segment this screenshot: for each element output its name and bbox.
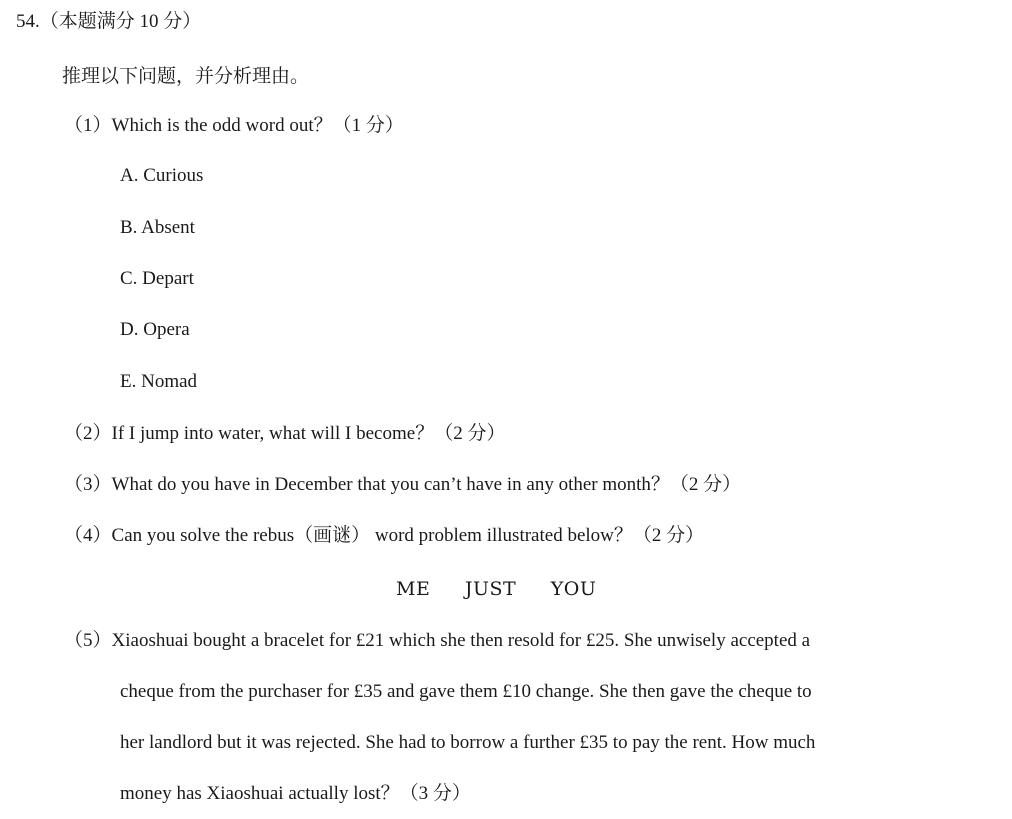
sub-question-label: （2） <box>64 423 112 444</box>
sub-question-text-line: Xiaoshuai bought a bracelet for £21 which she then resold for £25. She unwisely accepted a <box>111 630 811 651</box>
rebus-word-you: YOU <box>550 578 597 600</box>
rebus-puzzle <box>396 577 596 601</box>
option-d: D. Opera <box>120 319 190 340</box>
sub-question-label: （1） <box>64 115 112 136</box>
question-number: 54. <box>16 11 40 32</box>
rebus-word-just: JUST <box>464 578 517 600</box>
sub-question-text-line: her landlord but it was rejected. She had to borrow a further £35 to pay the rent. How much <box>120 732 816 753</box>
option-c: C. Depart <box>120 268 194 289</box>
instruction: 推理以下问题，并分析理由。 <box>62 66 310 87</box>
sub-question-label: （3） <box>64 474 112 495</box>
sub-question-label: （4） <box>64 525 112 546</box>
points-note: （本题满分 10 分） <box>39 11 202 32</box>
option-b: B. Absent <box>120 217 195 238</box>
rebus-word-me: ME <box>396 578 431 600</box>
sub-question-3 <box>64 473 741 497</box>
sub-question-text: What do you have in December that you can’t have in any other month？（2 分） <box>111 474 742 495</box>
sub-question-text: Can you solve the rebus（画谜） word problem illustrated below？（2 分） <box>111 525 705 546</box>
sub-question-4 <box>64 524 704 548</box>
sub-question-label: （5） <box>64 630 112 651</box>
sub-question-text-line: cheque from the purchaser for £35 and gave them £10 change. She then gave the cheque to <box>120 681 812 702</box>
option-e: E. Nomad <box>120 371 198 392</box>
sub-question-2 <box>64 422 505 446</box>
sub-question-text-line: money has Xiaoshuai actually lost？（3 分） <box>120 783 471 804</box>
sub-question-text: If I jump into water, what will I become？（2 分） <box>111 423 506 444</box>
option-a: A. Curious <box>120 165 204 186</box>
sub-question-text: Which is the odd word out？（1 分） <box>111 115 404 136</box>
